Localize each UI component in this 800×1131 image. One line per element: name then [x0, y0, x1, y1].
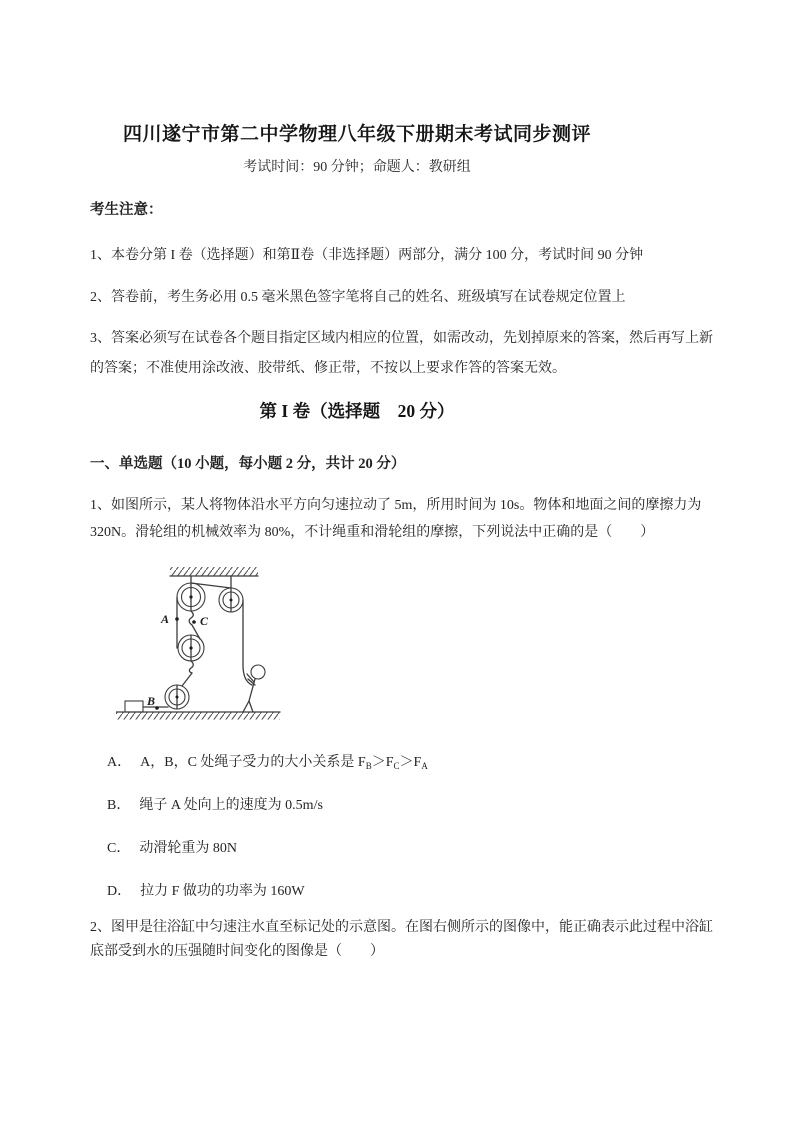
section-1-heading: 第 I 卷（选择题 20 分）	[259, 401, 455, 421]
movable-pulley-icon	[178, 635, 204, 661]
figure-label-a: A	[161, 612, 170, 626]
option-a-label: A．	[107, 755, 132, 770]
point-b-dot	[155, 706, 159, 710]
question-1-text: 1、如图所示，某人将物体沿水平方向匀速拉动了 5m，所用时间为 10s。物体和地面之间的摩擦力为 320N。滑轮组的机械效率为 80%，不计绳重和滑轮组的摩擦，下列说法中正确的是（ ）	[90, 498, 702, 540]
notice-label: 考生注意：	[90, 202, 163, 218]
person-icon	[243, 665, 265, 712]
option-d-text: 拉力 F 做功的功率为 160W	[140, 884, 305, 899]
option-c-label: C．	[107, 841, 131, 856]
rope-top	[191, 583, 231, 588]
point-c-dot	[192, 620, 196, 624]
link-to-ground-pulley	[182, 673, 192, 686]
point-a-dot	[175, 617, 179, 621]
q1-option-a	[107, 753, 707, 776]
notice-item-1: 1、本卷分第 I 卷（选择题）和第Ⅱ卷（非选择题）两部分，满分 100 分，考试时间 90 分钟	[90, 248, 644, 263]
notice-item-3: 3、答案必须写在试卷各个题目指定区域内相应的位置，如需改动，先划掉原来的答案，然后再写上新的答案；不准使用涂改液、胶带纸、修正带，不按以上要求作答的答案无效。	[90, 331, 713, 376]
q1-option-b	[107, 796, 707, 816]
single-choice-subheading: 一、单选题（10 小题，每小题 2 分，共计 20 分）	[90, 456, 406, 472]
fixed-pulley-right-icon	[219, 576, 243, 612]
figure-label-c: C	[200, 614, 209, 628]
option-d-label: D．	[107, 884, 132, 899]
fixed-pulley-left-icon	[177, 576, 205, 611]
exam-title: 四川遂宁市第二中学物理八年级下册期末考试同步测评	[122, 124, 591, 145]
hook-lower	[189, 661, 193, 673]
force-subscript-b: B	[365, 761, 372, 771]
q1-option-d	[107, 882, 707, 902]
force-subscript-a: A	[421, 761, 428, 771]
pulley-system-diagram	[116, 562, 282, 720]
figure-label-b: B	[147, 694, 156, 708]
force-subscript-c: C	[393, 761, 400, 771]
exam-subtitle: 考试时间：90 分钟；命题人：教研组	[243, 160, 471, 175]
question-1-figure	[116, 562, 282, 720]
ground-pulley-icon	[165, 685, 189, 709]
q1-option-c	[107, 839, 707, 859]
option-b-text: 绳子 A 处向上的速度为 0.5m/s	[139, 798, 323, 813]
option-a-text: A，B，C 处绳子受力的大小关系是 $F_B>F_C>F_A$	[140, 755, 428, 771]
ground	[116, 712, 280, 720]
option-c-text: 动滑轮重为 80N	[139, 841, 237, 856]
block-icon	[125, 701, 143, 712]
question-2-text: 2、图甲是往浴缸中匀速注水直至标记处的示意图。在图右侧所示的图像中，能正确表示此过程中浴缸底部受到水的压强随时间变化的图像是（ ）	[90, 920, 713, 959]
rope-strand-c	[192, 625, 200, 639]
option-b-label: B．	[107, 798, 131, 813]
ceiling	[170, 567, 258, 576]
notice-item-2: 2、答卷前，考生务必用 0.5 毫米黑色签字笔将自己的姓名、班级填写在试卷规定位置上	[90, 290, 626, 305]
